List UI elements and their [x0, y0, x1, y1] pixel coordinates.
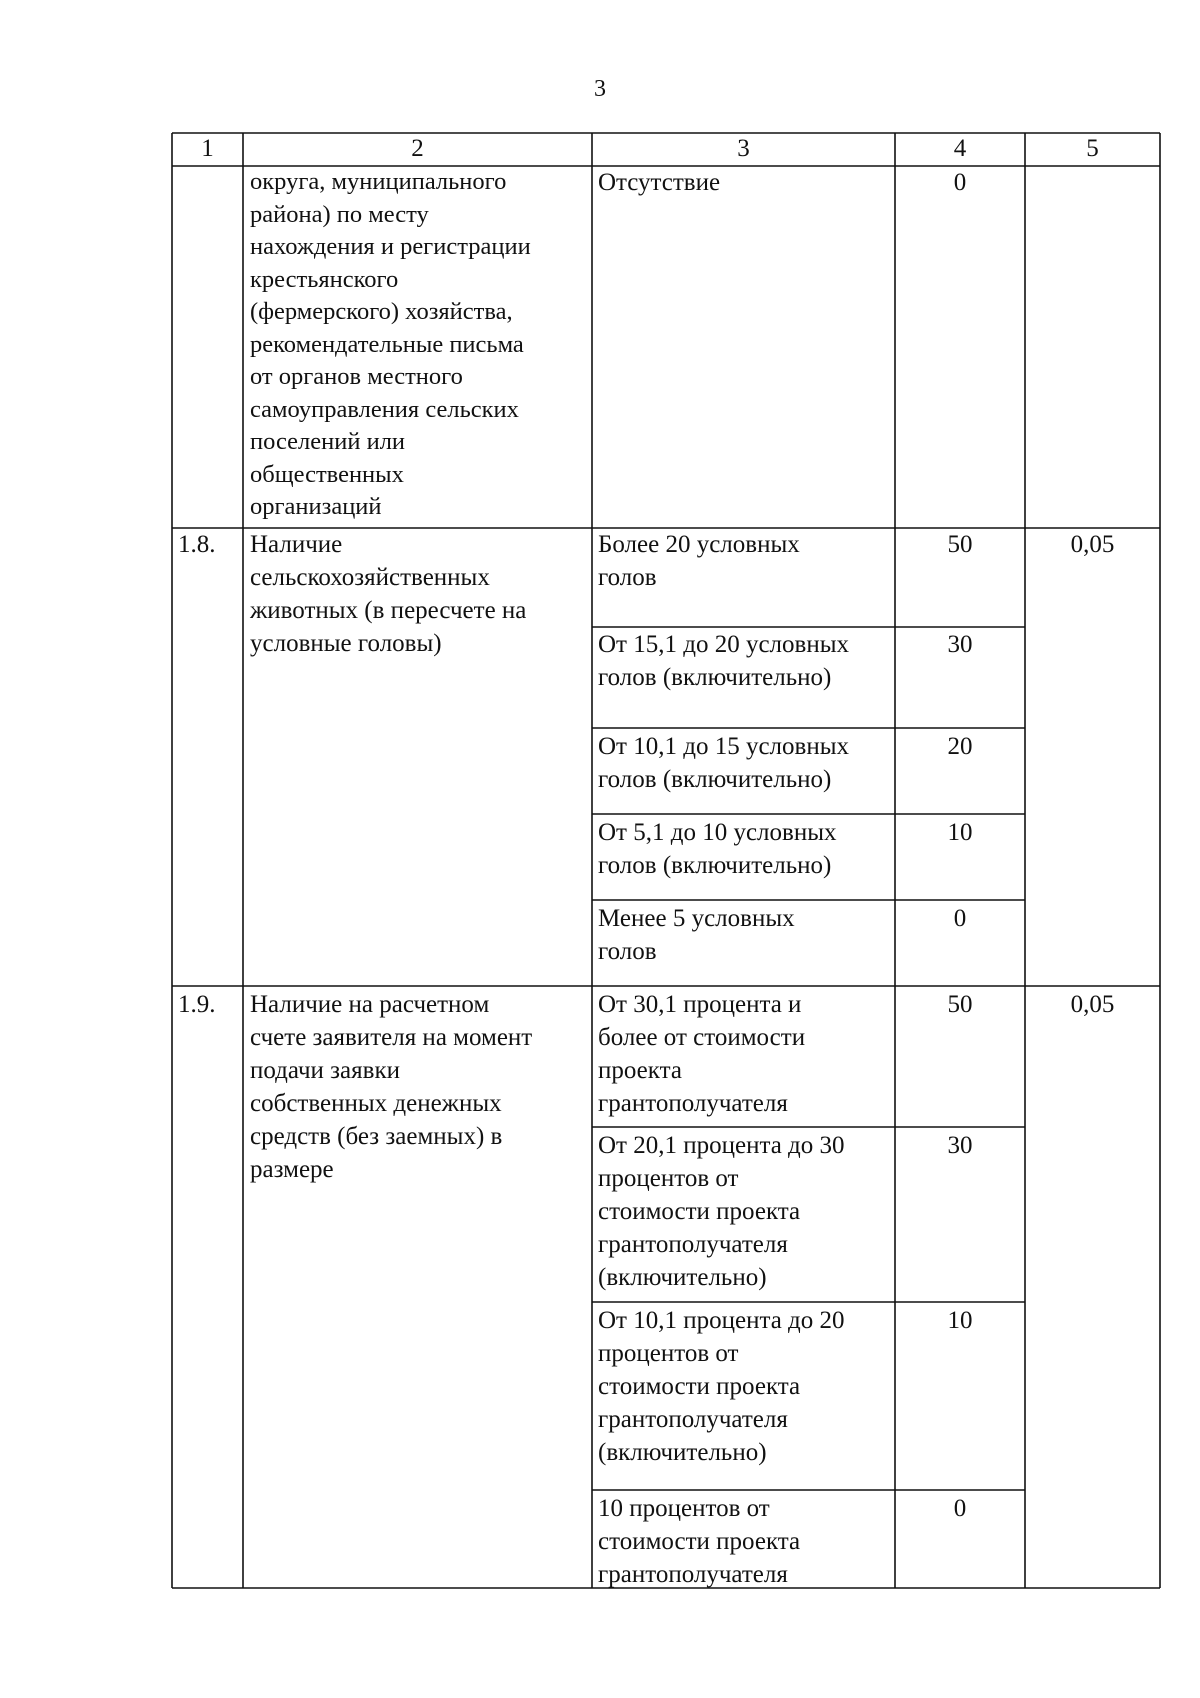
row-1-8-option-5: Менее 5 условных голов	[598, 905, 795, 965]
row-1-9-option-1: От 30,1 процента и более от стоимости проекта грантополучателя	[598, 991, 806, 1117]
row-1-9-score-2: 30	[947, 1132, 973, 1159]
row-1-9-weight: 0,05	[1070, 991, 1115, 1018]
row-1-9-option-4: 10 процентов от стоимости проекта грантополучателя	[598, 1495, 801, 1588]
row-1-8-score-4: 10	[947, 819, 973, 846]
column-header-4: 4	[953, 135, 967, 162]
row-1-9-option-2: От 20,1 процента до 30 процентов от стоимости проекта грантополучателя (включительно)	[598, 1132, 845, 1291]
row-1-8-option-2: От 15,1 до 20 условных голов (включительно)	[598, 631, 850, 691]
row-1-8-criterion: Наличие сельскохозяйственных животных (в пересчете на условные головы)	[250, 531, 527, 657]
row-1-9-score-4: 0	[953, 1495, 967, 1522]
row-1-9-score-3: 10	[947, 1307, 973, 1334]
row-1-9-criterion: Наличие на расчетном счете заявителя на момент подачи заявки собственных денежных средств (без заемных) в размере	[250, 991, 533, 1183]
row-1-9-option-3: От 10,1 процента до 20 процентов от стоимости проекта грантополучателя (включительно)	[598, 1307, 845, 1466]
row-1-9-score-1: 50	[947, 991, 973, 1018]
column-header-5: 5	[1086, 135, 1099, 162]
row-1-8-option-1: Более 20 условных голов	[598, 531, 800, 591]
fragment-score: 0	[953, 169, 967, 196]
row-1-8-weight: 0,05	[1070, 531, 1115, 558]
row-1-8-score-1: 50	[947, 531, 973, 558]
row-1-8-score-5: 0	[953, 905, 967, 932]
column-header-2: 2	[411, 135, 424, 162]
fragment-criterion-text: округа, муниципального района) по месту нахождения и регистрации крестьянского (фермерского) хозяйства, рекомендательные письма от органов местного самоуправления сельских поселений или общественных организаций	[250, 168, 531, 520]
row-1-8-option-4: От 5,1 до 10 условных голов (включительно)	[598, 819, 837, 879]
row-1-8-score-3: 20	[947, 733, 973, 760]
page-number: 3	[594, 76, 606, 102]
column-header-1: 1	[201, 135, 214, 162]
row-1-8-score-2: 30	[947, 631, 973, 658]
column-header-3: 3	[737, 135, 750, 162]
row-1-8-number: 1.8.	[178, 531, 216, 558]
fragment-option-text: Отсутствие	[598, 169, 721, 196]
row-1-9-number: 1.9.	[178, 991, 216, 1018]
row-1-8-option-3: От 10,1 до 15 условных голов (включительно)	[598, 733, 850, 793]
